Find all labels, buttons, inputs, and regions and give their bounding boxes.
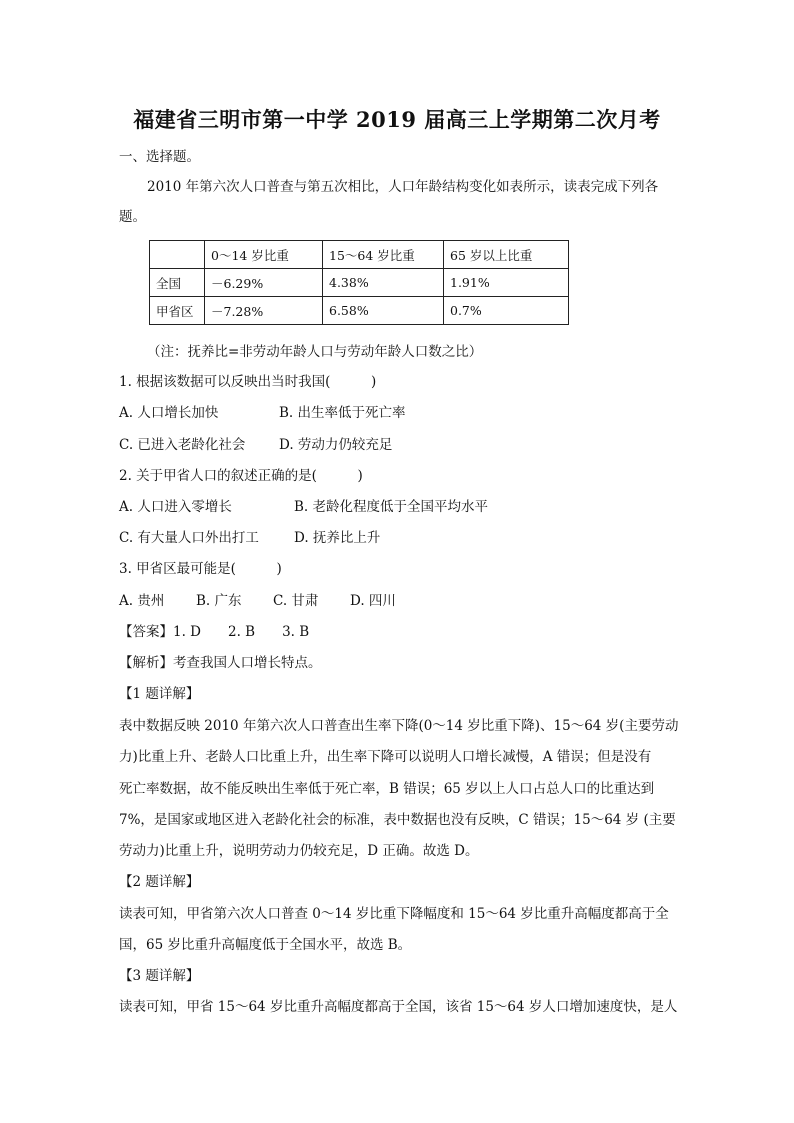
table-cell: －6.29% — [205, 269, 323, 297]
question-2-option-c: C. 有大量人口外出打工 — [119, 530, 259, 546]
question-1-option-d: D. 劳动力仍较充足 — [279, 437, 393, 453]
detail-2-heading: 【2 题详解】 — [119, 874, 200, 890]
question-2-option-b: B. 老龄化程度低于全国平均水平 — [294, 499, 489, 515]
detail-1-line: 表中数据反映 2010 年第六次人口普查出生率下降(0～14 岁比重下降)、15～64 岁(主要劳动 — [119, 718, 679, 734]
question-1-option-c: C. 已进入老龄化社会 — [119, 437, 246, 453]
table-cell: 6.58% — [323, 297, 444, 325]
answer-line: 【答案】1. D 2. B 3. B — [119, 624, 310, 640]
question-3-option-b: B. 广东 — [196, 593, 242, 609]
table-row — [150, 297, 569, 325]
detail-3-line: 读表可知，甲省 15～64 岁比重升高幅度都高于全国，该省 15～64 岁人口增加速度快，是人 — [119, 999, 678, 1015]
section-heading: 一、选择题。 — [119, 149, 200, 165]
detail-1-line: 7%，是国家或地区进入老龄化社会的标准，表中数据也没有反映，C 错误；15～64 岁 (主要 — [119, 812, 676, 828]
question-1-option-a: A. 人口增长加快 — [119, 405, 219, 421]
table-cell: 全国 — [150, 269, 205, 297]
question-1-stem: 1. 根据该数据可以反映出当时我国( ) — [119, 374, 377, 390]
intro-text-line-2: 题。 — [119, 209, 146, 225]
question-2-option-a: A. 人口进入零增长 — [119, 499, 232, 515]
table-cell: 4.38% — [323, 269, 444, 297]
table-cell: 甲省区 — [150, 297, 205, 325]
intro-text-line-1: 2010 年第六次人口普查与第五次相比，人口年龄结构变化如表所示，读表完成下列各 — [147, 179, 659, 195]
detail-3-heading: 【3 题详解】 — [119, 968, 200, 984]
question-2-option-d: D. 抚养比上升 — [294, 530, 381, 546]
table-note: （注：抚养比=非劳动年龄人口与劳动年龄人口数之比） — [147, 344, 483, 360]
detail-1-line: 死亡率数据，故不能反映出生率低于死亡率，B 错误；65 岁以上人口占总人口的比重达到 — [119, 781, 655, 797]
question-2-stem: 2. 关于甲省人口的叙述正确的是( ) — [119, 468, 363, 484]
table-row — [150, 269, 569, 297]
analysis-line: 【解析】考查我国人口增长特点。 — [119, 655, 322, 671]
question-3-option-a: A. 贵州 — [119, 593, 165, 609]
table-header-cell: 15～64 岁比重 — [323, 241, 444, 269]
age-structure-table — [149, 240, 569, 325]
table-header-cell: 65 岁以上比重 — [444, 241, 569, 269]
table-cell: 1.91% — [444, 269, 569, 297]
detail-1-line: 劳动力)比重上升，说明劳动力仍较充足，D 正确。故选 D。 — [119, 843, 479, 859]
question-1-option-b: B. 出生率低于死亡率 — [279, 405, 406, 421]
question-3-option-c: C. 甘肃 — [273, 593, 319, 609]
detail-1-line: 力)比重上升、老龄人口比重上升，出生率下降可以说明人口增长减慢，A 错误；但是没有 — [119, 749, 652, 765]
table-cell: －7.28% — [205, 297, 323, 325]
table-header-cell — [150, 241, 205, 269]
document-title: 福建省三明市第一中学 2019 届高三上学期第二次月考 — [133, 107, 661, 132]
detail-2-line: 国，65 岁比重升高幅度低于全国水平，故选 B。 — [119, 937, 412, 953]
table-header-row — [150, 241, 569, 269]
detail-1-heading: 【1 题详解】 — [119, 686, 200, 702]
table-header-cell: 0～14 岁比重 — [205, 241, 323, 269]
question-3-option-d: D. 四川 — [350, 593, 396, 609]
detail-2-line: 读表可知，甲省第六次人口普查 0～14 岁比重下降幅度和 15～64 岁比重升高幅度都高于全 — [119, 906, 669, 922]
table-cell: 0.7% — [444, 297, 569, 325]
question-3-stem: 3. 甲省区最可能是( ) — [119, 561, 282, 577]
